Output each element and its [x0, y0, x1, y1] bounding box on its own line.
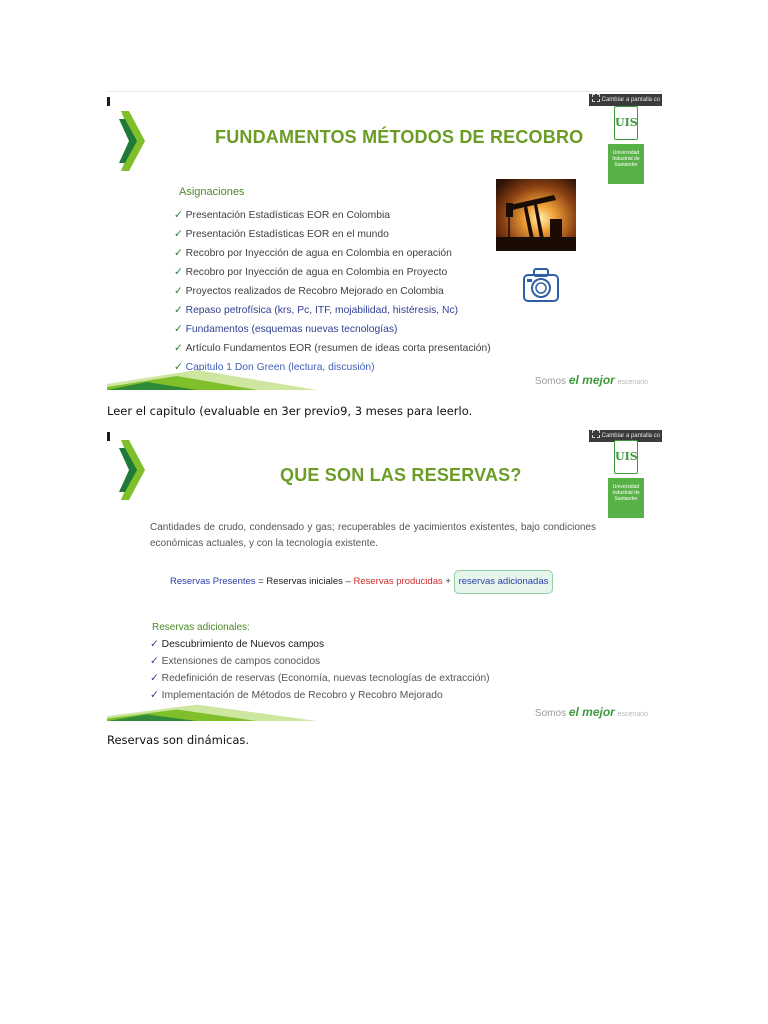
uis-emblem: UIS: [614, 440, 638, 474]
list-item: ✓ Recobro por Inyección de agua en Colombia en Proyecto: [174, 267, 448, 278]
list-item: ✓ Repaso petrofísica (krs, Pc, ITF, mojabilidad, histéresis, Nc): [174, 305, 459, 316]
list-item: ✓ Descubrimiento de Nuevos campos: [150, 639, 325, 650]
reserves-formula: Reservas Presentes = Reservas iniciales – Reservas producidas + reservas adicionadas: [170, 570, 553, 594]
chevron-logo-icon: [119, 111, 145, 171]
check-icon: ✓: [174, 305, 183, 316]
oil-pump-image: [496, 179, 576, 251]
list-item: ✓ Presentación Estadísticas EOR en el mundo: [174, 229, 389, 240]
list-item: ✓ Proyectos realizados de Recobro Mejorado en Colombia: [174, 286, 444, 297]
slide-title: FUNDAMENTOS MÉTODOS DE RECOBRO: [215, 127, 584, 147]
check-icon: ✓: [174, 210, 183, 221]
check-icon: ✓: [150, 690, 159, 701]
check-icon: ✓: [174, 248, 183, 259]
fullscreen-label: Cambiar a pantalla co: [601, 97, 660, 103]
assignments-heading: Asignaciones: [179, 186, 245, 198]
slide-top-border: [107, 91, 662, 92]
uis-emblem: UIS: [614, 106, 638, 140]
edge-marker: [107, 97, 110, 106]
slide-reservas: [107, 430, 662, 721]
uis-logo: [608, 106, 644, 184]
check-icon: ✓: [150, 656, 159, 667]
fullscreen-icon: [592, 94, 600, 102]
list-item: ✓ Implementación de Métodos de Recobro y Recobro Mejorado: [150, 690, 443, 701]
list-item: ✓ Presentación Estadísticas EOR en Colombia: [174, 210, 390, 221]
uis-name: Universidad Industrial de Santander: [608, 478, 644, 518]
caption-reserves-dynamic: Reservas son dinámicas.: [107, 733, 250, 747]
check-icon: ✓: [174, 286, 183, 297]
decorative-wave: [107, 368, 317, 390]
additional-reserves-heading: Reservas adicionales:: [152, 622, 250, 633]
list-item: ✓ Artículo Fundamentos EOR (resumen de ideas corta presentación): [174, 343, 491, 354]
check-icon: ✓: [174, 267, 183, 278]
camera-icon[interactable]: [522, 265, 560, 305]
check-icon: ✓: [174, 324, 183, 335]
uis-name: Universidad Industrial de Santander: [608, 144, 644, 184]
list-item: ✓ Recobro por Inyección de agua en Colombia en operación: [174, 248, 452, 259]
check-icon: ✓: [174, 343, 183, 354]
added-reserves-box: reservas adicionadas: [454, 570, 554, 594]
slogan: Somos el mejor escenario: [534, 705, 648, 719]
chevron-logo-icon: [119, 440, 145, 500]
slogan: Somos el mejor escenario: [534, 373, 648, 387]
list-item: ✓ Extensiones de campos conocidos: [150, 656, 321, 667]
fullscreen-label: Cambiar a pantalla co: [601, 433, 660, 439]
decorative-wave: [107, 703, 317, 721]
slide-title: QUE SON LAS RESERVAS?: [280, 465, 522, 485]
check-icon: ✓: [174, 362, 183, 373]
list-item: ✓ Redefinición de reservas (Economía, nuevas tecnologías de extracción): [150, 673, 490, 684]
check-icon: ✓: [174, 229, 183, 240]
list-item: ✓ Capitulo 1 Don Green (lectura, discusión): [174, 362, 375, 373]
fullscreen-button[interactable]: [589, 94, 662, 106]
edge-marker: [107, 432, 110, 441]
assignments-list: [174, 206, 491, 377]
additional-reserves-list: [150, 636, 490, 704]
uis-logo: [608, 440, 644, 518]
check-icon: ✓: [150, 673, 159, 684]
reserves-definition: Cantidades de crudo, condensado y gas; recuperables de yacimientos existentes, bajo condiciones económicas actuales, y con la tecnología existente.: [150, 522, 596, 549]
slide-fundamentos: [107, 91, 662, 390]
list-item: ✓ Fundamentos (esquemas nuevas tecnologías): [174, 324, 398, 335]
fullscreen-icon: [592, 430, 600, 438]
check-icon: ✓: [150, 639, 159, 650]
caption-reading-assignment: Leer el capitulo (evaluable en 3er previo9, 3 meses para leerlo.: [107, 404, 473, 418]
